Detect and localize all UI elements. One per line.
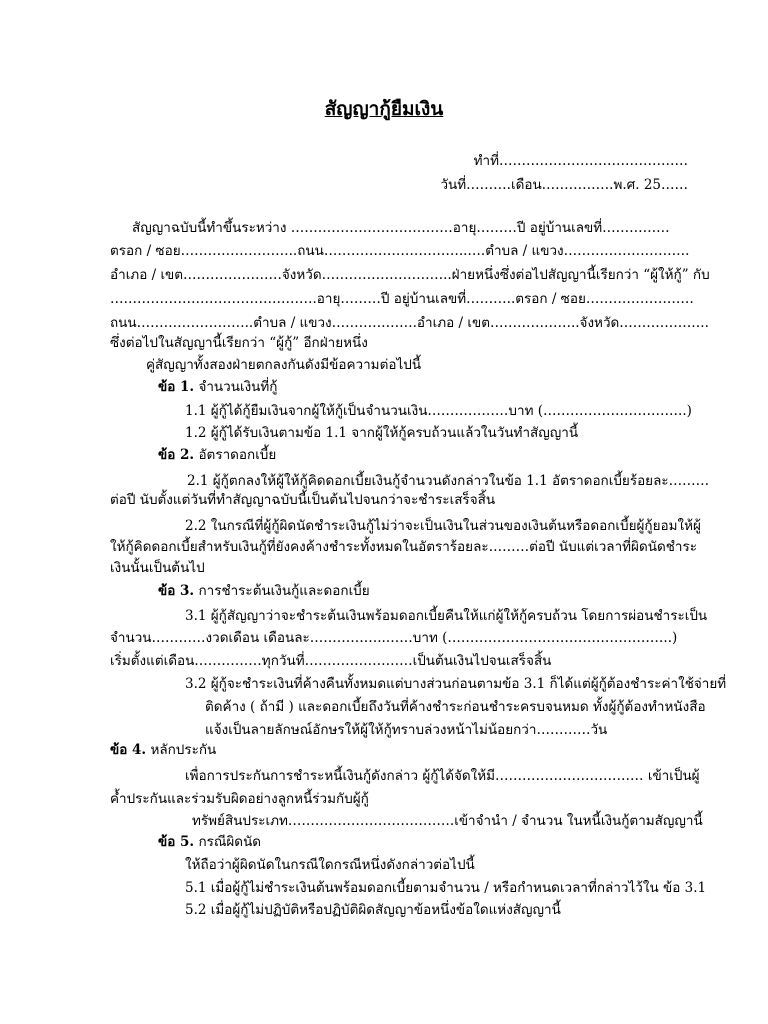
- clause-4-title: หลักประกัน: [150, 742, 217, 758]
- clause-1-title: จำนวนเงินที่กู้: [198, 379, 278, 395]
- clause-4-heading: [110, 740, 216, 760]
- clause-4-number: ข้อ 4.: [110, 742, 147, 758]
- clause-3-2: 3.2 ผู้กู้จะชำระเงินที่ค้างคืนทั้งหมดแต่บางส่วนก่อนตามข้อ 3.1 ก็ได้แต่ผู้กู้ต้องชำระค่าใช้จ่ายที่: [185, 676, 727, 692]
- clause-3-heading: [158, 581, 370, 601]
- clause-3-1: 3.1 ผู้กู้สัญญาว่าจะชำระต้นเงินพร้อมดอกเบี้ยคืนให้แก่ผู้ให้กู้ครบถ้วน โดยการผ่อนชำระเป็น: [185, 608, 708, 624]
- clause-2-1: 2.1 ผู้กู้ตกลงให้ผู้ให้กู้คิดดอกเบี้ยเงินกู้จำนวนดังกล่าวในข้อ 1.1 อัตราดอกเบี้ยร้อยละ………: [187, 473, 710, 489]
- place-line: ทำที่……………………………………: [473, 153, 688, 169]
- clause-3-title: การชำระต้นเงินกู้และดอกเบี้ย: [198, 583, 370, 599]
- parties-line-3: อำเภอ / เขต………………….จังหวัด………………………..ฝ่ายหนึ่งซึ่งต่อไปสัญญานี้เรียกว่า “ผู้ให้กู้” กับ: [110, 267, 710, 283]
- clause-5-title: กรณีผิดนัด: [198, 834, 262, 850]
- clause-4-collateral: ทรัพย์สินประเภท……………………………….เข้าจำนำ / จำนวน ในหนี้เงินกู้ตามสัญญานี้: [192, 813, 703, 829]
- clause-1-1: 1.1 ผู้กู้ได้กู้ยืมเงินจากผู้ให้กู้เป็นจำนวนเงิน………………บาท (…………………………..): [185, 403, 692, 419]
- clause-2-title: อัตราดอกเบี้ย: [198, 447, 277, 463]
- parties-line-2: ตรอก / ซอย……………………..ถนน…………………………..….ตำบล / แขวง……………………….: [110, 243, 690, 259]
- clause-1-2: 1.2 ผู้กู้ได้รับเงินตามข้อ 1.1 จากผู้ให้กู้ครบถ้วนแล้วในวันทำสัญญานี้: [185, 425, 579, 441]
- clause-2-heading: [158, 445, 276, 465]
- document-title: สัญญากู้ยืมเงิน: [324, 98, 444, 120]
- clause-5-number: ข้อ 5.: [158, 834, 195, 850]
- parties-line-6: ซึ่งต่อไปในสัญญานี้เรียกว่า “ผู้กู้” อีกฝ่ายหนึ่ง: [110, 335, 368, 351]
- parties-line-1: สัญญาฉบับนี้ทำขึ้นระหว่าง ………………………………อายุ………ปี อยู่บ้านเลขที่……………: [132, 220, 670, 236]
- clause-4-text-cont: ค้ำประกันและร่วมรับผิดอย่างลูกหนี้ร่วมกับผู้กู้: [110, 791, 369, 807]
- clause-4-text: เพื่อการประกันการชำระหนี้เงินกู้ดังกล่าว ผู้กู้ได้จัดให้มี…………………………… เข้าเป็นผู้: [185, 768, 700, 784]
- clause-1-heading: [158, 377, 277, 397]
- date-line: วันที่……….เดือน…………….พ.ศ. 25……: [440, 177, 688, 193]
- clause-5-2: 5.2 เมื่อผู้กู้ไม่ปฏิบัติหรือปฏิบัติผิดสัญญาข้อหนึ่งข้อใดแห่งสัญญานี้: [185, 902, 561, 918]
- clause-3-number: ข้อ 3.: [158, 583, 195, 599]
- clause-2-2-cont-2: เงินนั้นเป็นต้นไป: [110, 560, 205, 576]
- clause-3-1-cont-1: จำนวน…………งวดเดือน เดือนละ……………..……บาท (…………………………………………..): [110, 630, 678, 646]
- parties-line-4: ……………………………………….อายุ………ปี อยู่บ้านเลขที่………..ตรอก / ซอย……………………: [110, 291, 694, 307]
- agreement-intro: คู่สัญญาทั้งสองฝ่ายตกลงกันดังมีข้อความต่อไปนี้: [146, 357, 422, 373]
- clause-3-2-cont-2: แจ้งเป็นลายลักษณ์อักษรให้ผู้ให้กู้ทราบล่วงหน้าไม่น้อยกว่า…………วัน: [205, 722, 608, 738]
- clause-1-number: ข้อ 1.: [158, 379, 195, 395]
- clause-2-1-cont: ต่อปี นับตั้งแต่วันที่ทำสัญญาฉบับนี้เป็นต้นไปจนกว่าจะชำระเสร็จสิ้น: [110, 492, 496, 508]
- clause-2-2: 2.2 ในกรณีที่ผู้กู้ผิดนัดชำระเงินกู้ไม่ว่าจะเป็นเงินในส่วนของเงินต้นหรือดอกเบี้ยผู้กู้ยอมให้ผู้: [185, 518, 701, 534]
- clause-5-1: 5.1 เมื่อผู้กู้ไม่ชำระเงินต้นพร้อมดอกเบี้ยตามจำนวน / หรือกำหนดเวลาที่กล่าวไว้ใน ข้อ 3.1: [185, 880, 707, 896]
- clause-5-intro: ให้ถือว่าผู้ผิดนัดในกรณีใดกรณีหนึ่งดังกล่าวต่อไปนี้: [185, 857, 475, 873]
- clause-5-heading: [158, 832, 261, 852]
- clause-3-1-cont-2: เริ่มตั้งแต่เดือน……………ทุกวันที่……………………เป็นต้นเงินไปจนเสร็จสิ้น: [110, 653, 552, 669]
- clause-2-2-cont-1: ให้กู้คิดดอกเบี้ยสำหรับเงินกู้ที่ยังคงค้างชำระทั้งหมดในอัตราร้อยละ………ต่อปี นับแต่เวลาที่ผิดนัดชำระ: [110, 539, 697, 555]
- clause-3-2-cont-1: ติดค้าง ( ถ้ามี ) และดอกเบี้ยถึงวันที่ค้างชำระก่อนชำระครบจนหมด ทั้งผู้กู้ต้องทำหนังสือ: [205, 699, 706, 715]
- parties-line-5: ถนน……………………..ตำบล / แขวง……………….อำเภอ / เขต………………..จังหวัด………………..: [110, 315, 709, 331]
- clause-2-number: ข้อ 2.: [158, 447, 195, 463]
